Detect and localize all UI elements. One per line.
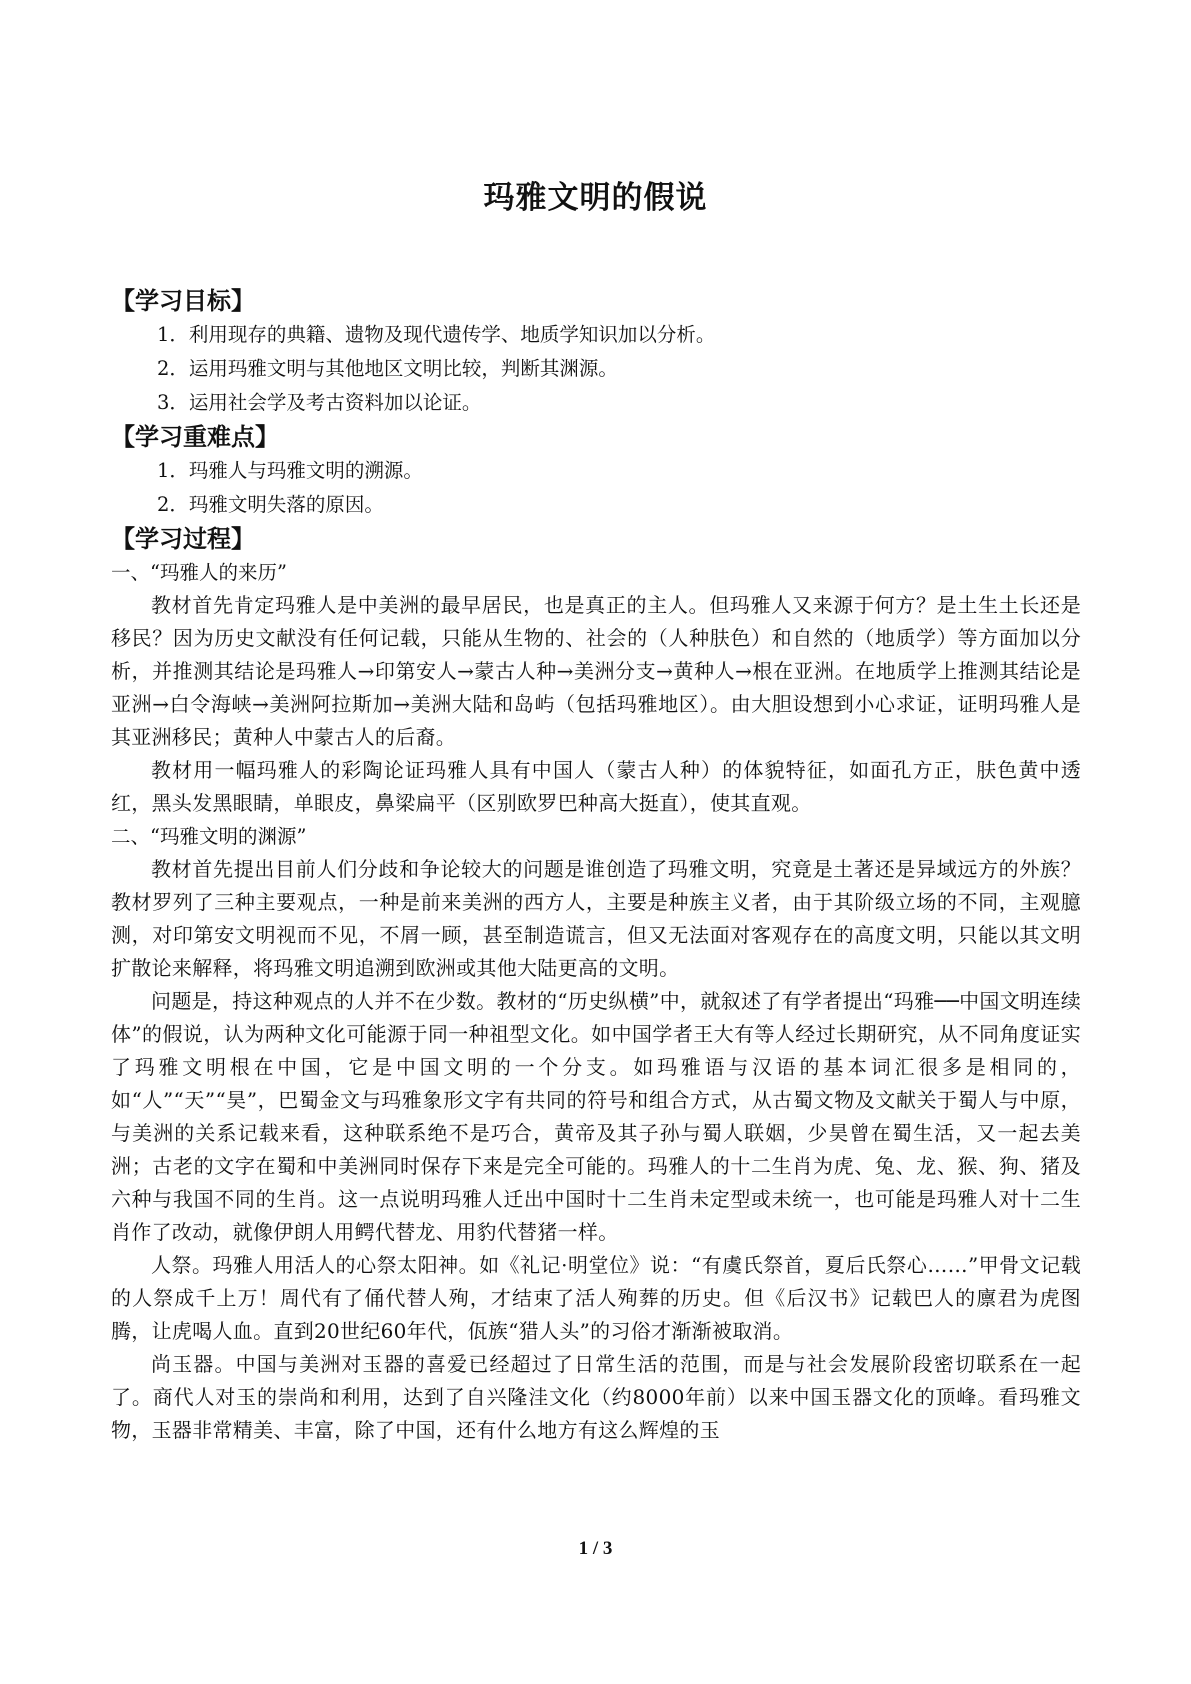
subheading-maya-civilization-source: 二、“玛雅文明的渊源” (111, 825, 307, 848)
section-heading-keypoints: 【学习重难点】 (111, 423, 279, 451)
paragraph-4: 问题是，持这种观点的人并不在少数。教材的“历史纵横”中，就叙述了有学者提出“玛雅──中国文明连续体”的假说，认为两种文化可能源于同一种祖型文化。如中国学者王大有等人经过长期研究，从不同角度证实了玛雅文明根在中国，它是中国文明的一个分支。如玛雅语与汉语的基本词汇很多是相同的，如“人”“天”“昊”，巴蜀金文与玛雅象形文字有共同的符号和组合方式，从古蜀文物及文献关于蜀人与中原，与美洲的关系记载来看，这种联系绝不是巧合，黄帝及其子孙与蜀人联姻，少昊曾在蜀生活，又一起去美洲；古老的文字在蜀和中美洲同时保存下来是完全可能的。玛雅人的十二生肖为虎、兔、龙、猴、狗、猪及六种与我国不同的生肖。这一点说明玛雅人迁出中国时十二生肖未定型或未统一，也可能是玛雅人对十二生肖作了改动，就像伊朗人用鳄代替龙、用豹代替猪一样。 (111, 989, 1081, 1244)
keypoint-item-2: 2．玛雅文明失落的原因。 (157, 493, 384, 516)
paragraph-2: 教材用一幅玛雅人的彩陶论证玛雅人具有中国人（蒙古人种）的体貌特征，如面孔方正，肤色黄中透红，黑头发黑眼睛，单眼皮，鼻梁扁平（区别欧罗巴种高大挺直），使其直观。 (111, 758, 1081, 815)
paragraph-1: 教材首先肯定玛雅人是中美洲的最早居民，也是真正的主人。但玛雅人又来源于何方？是土生土长还是移民？因为历史文献没有任何记载，只能从生物的、社会的（人种肤色）和自然的（地质学）等方面加以分析，并推测其结论是玛雅人→印第安人→蒙古人种→美洲分支→黄种人→根在亚洲。在地质学上推测其结论是亚洲→白令海峡→美洲阿拉斯加→美洲大陆和岛屿（包括玛雅地区）。由大胆设想到小心求证，证明玛雅人是其亚洲移民；黄种人中蒙古人的后裔。 (111, 593, 1081, 749)
page-number: 1 / 3 (578, 1538, 613, 1559)
section-heading-process: 【学习过程】 (111, 525, 255, 553)
document-body (111, 284, 1081, 1447)
objective-item-2: 2．运用玛雅文明与其他地区文明比较，判断其渊源。 (157, 357, 618, 380)
keypoint-item-1: 1．玛雅人与玛雅文明的溯源。 (157, 459, 423, 482)
paragraph-3: 教材首先提出目前人们分歧和争论较大的问题是谁创造了玛雅文明，究竟是土著还是异域远方的外族？教材罗列了三种主要观点，一种是前来美洲的西方人，主要是种族主义者，由于其阶级立场的不同，主观臆测，对印第安文明视而不见，不屑一顾，甚至制造谎言，但又无法面对客观存在的高度文明，只能以其文明扩散论来解释，将玛雅文明追溯到欧洲或其他大陆更高的文明。 (111, 857, 1081, 980)
section-heading-objectives: 【学习目标】 (111, 287, 255, 315)
subheading-maya-origin: 一、“玛雅人的来历” (111, 561, 287, 584)
paragraph-6: 尚玉器。中国与美洲对玉器的喜爱已经超过了日常生活的范围，而是与社会发展阶段密切联系在一起了。商代人对玉的崇尚和利用，达到了自兴隆洼文化（约8000年前）以来中国玉器文化的顶峰。看玛雅文物，玉器非常精美、丰富，除了中国，还有什么地方有这么辉煌的玉 (111, 1352, 1081, 1442)
objective-item-3: 3．运用社会学及考古资料加以论证。 (157, 391, 482, 414)
page-title: 玛雅文明的假说 (483, 180, 708, 216)
objective-item-1: 1．利用现存的典籍、遗物及现代遗传学、地质学知识加以分析。 (157, 323, 716, 346)
paragraph-5: 人祭。玛雅人用活人的心祭太阳神。如《礼记·明堂位》说：“有虞氏祭首，夏后氏祭心……”甲骨文记载的人祭成千上万！周代有了俑代替人殉，才结束了活人殉葬的历史。但《后汉书》记载巴人的廪君为虎图腾，让虎喝人血。直到20世纪60年代，佤族“猎人头”的习俗才渐渐被取消。 (111, 1253, 1081, 1343)
